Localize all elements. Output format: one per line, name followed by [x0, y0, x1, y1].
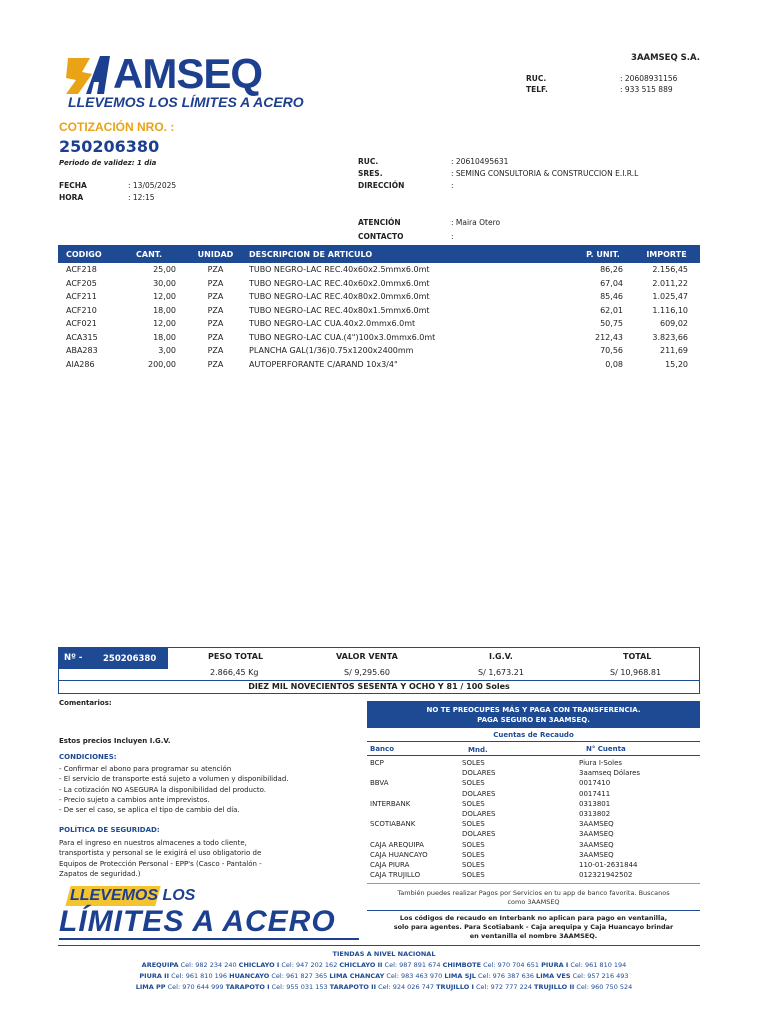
totals-nro-label: Nº -	[64, 653, 83, 663]
bank-h-banco: Banco	[370, 745, 395, 753]
store-phone: Cel: 947 202 162	[279, 961, 340, 969]
cell-importe: 211,69	[660, 346, 688, 356]
cell-codigo: ABA283	[66, 346, 98, 356]
peso-value: 2.866,45 Kg	[210, 668, 259, 677]
condition-item: - Precio sujeto a cambios ante imprevistos.	[59, 795, 210, 804]
bank-h-mnd: Mnd.	[468, 746, 488, 754]
peso-label: PESO TOTAL	[208, 652, 264, 661]
bank-name: CAJA HUANCAYO	[370, 850, 428, 859]
store-city: LIMA SJL	[444, 972, 476, 980]
store-phone: Cel: 987 891 674	[382, 961, 443, 969]
store-phone: Cel: 924 026 747	[376, 983, 437, 991]
bank-row	[367, 820, 700, 830]
bank-row	[367, 841, 700, 851]
cell-importe: 609,02	[660, 319, 688, 329]
security-line: transportista y personal se le exigirá el uso obligatorio de	[59, 849, 262, 858]
cell-punit: 212,43	[595, 332, 623, 342]
bank-row	[367, 851, 700, 861]
bank-currency: DOLARES	[462, 830, 496, 839]
bank-title: Cuentas de Recaudo	[493, 731, 574, 739]
cell-codigo: ACF205	[66, 278, 97, 288]
bank-note5: en ventanilla el nombre 3AAMSEQ.	[469, 932, 598, 940]
bank-note4: solo para agentes. Para Scotiabank - Caja arequipa y Caja Huancayo brindar	[393, 923, 674, 931]
bank-rows	[367, 759, 700, 881]
bank-name: CAJA TRUJILLO	[370, 871, 421, 880]
client-contacto-label: CONTACTO	[358, 232, 404, 241]
cell-cant: 12,00	[153, 319, 176, 329]
footer-stores-line3	[0, 982, 768, 993]
client-dir-label: DIRECCIÓN	[358, 181, 405, 190]
cell-importe: 3.823,66	[652, 332, 688, 342]
bank-name: BCP	[370, 759, 384, 767]
bank-note3: Los códigos de recaudo en Interbank no aplican para pago en ventanilla,	[399, 914, 668, 922]
bank-title-line	[367, 741, 700, 742]
brand-slogan: LLEVEMOS LOS LÍMITES A ACERO	[68, 94, 304, 110]
company-name: 3AAMSEQ S.A.	[631, 53, 700, 63]
bank-note1: También puedes realizar Pagos por Servicios en tu app de banco favorita. Buscanos	[397, 889, 670, 897]
comentarios-label: Comentarios:	[59, 699, 112, 707]
bank-account: 3AAMSEQ	[579, 820, 614, 829]
promo-line1: LLEVEMOS LOS	[70, 887, 196, 904]
cell-codigo: ACF210	[66, 305, 97, 315]
col-cant: CANT.	[128, 245, 188, 263]
bank-row	[367, 810, 700, 820]
col-descripcion: DESCRIPCION DE ARTICULO	[243, 245, 573, 263]
store-city: CHICLAYO I	[238, 961, 280, 969]
cell-cant: 12,00	[153, 292, 176, 302]
bank-name: BBVA	[370, 779, 389, 788]
col-punit: P. UNIT.	[573, 245, 633, 263]
store-city: LIMA CHANCAY	[329, 972, 385, 980]
company-telf-label: TELF.	[526, 85, 548, 94]
cell-unidad: PZA	[207, 319, 224, 329]
cell-descripcion: PLANCHA GAL(1/36)0.75x1200x2400mm	[249, 346, 414, 356]
client-atencion-label: ATENCIÓN	[358, 218, 401, 227]
table-row	[58, 277, 700, 291]
store-city: CHICLAYO II	[339, 961, 383, 969]
store-city: AREQUIPA	[141, 961, 179, 969]
items-table	[58, 245, 700, 371]
items-header-row	[58, 245, 700, 263]
cell-cant: 25,00	[153, 265, 176, 275]
client-ruc-label: RUC.	[358, 157, 379, 166]
store-phone: Cel: 955 031 153	[269, 983, 330, 991]
conditions-list	[59, 764, 289, 815]
bank-row	[367, 800, 700, 810]
cell-descripcion: TUBO NEGRO-LAC CUA.(4")100x3.0mmx6.0mt	[249, 332, 436, 342]
cell-unidad: PZA	[207, 292, 224, 302]
bank-account: 3AAMSEQ	[579, 850, 614, 859]
condition-item: - El servicio de transporte está sujeto a volumen y disponibilidad.	[59, 775, 289, 784]
bank-h-cuenta: N° Cuenta	[586, 745, 626, 753]
cell-punit: 0,08	[605, 359, 623, 369]
footer-stores-line1	[0, 960, 768, 971]
cell-punit: 67,04	[600, 278, 623, 288]
bank-account: 0017410	[579, 779, 611, 788]
cell-unidad: PZA	[207, 346, 224, 356]
store-city: LIMA PP	[135, 983, 166, 991]
cell-unidad: PZA	[207, 278, 224, 288]
store-city: LIMA VES	[536, 972, 571, 980]
bank-account: Piura I-Soles	[579, 759, 623, 767]
bank-account: 0313801	[579, 799, 611, 808]
bank-account: 012321942502	[579, 871, 633, 880]
store-phone: Cel: 976 387 636	[475, 972, 537, 980]
totals-number-box	[58, 647, 168, 669]
client-sres-label: SRES.	[358, 169, 383, 178]
bank-row	[367, 830, 700, 840]
brand-logo-text: AMSEQ	[113, 50, 263, 97]
transfer-banner	[367, 701, 700, 728]
store-city: PIURA I	[541, 961, 569, 969]
bank-name: CAJA AREQUIPA	[370, 840, 424, 849]
cell-cant: 30,00	[153, 278, 176, 288]
cell-codigo: ACF211	[66, 292, 97, 302]
total-in-words: DIEZ MIL NOVECIENTOS SESENTA Y OCHO Y 81 / 100 Soles	[248, 682, 510, 691]
cell-descripcion: TUBO NEGRO-LAC REC.40x60x2.0mmx6.0mt	[249, 278, 430, 288]
store-phone: Cel: 972 777 224	[473, 983, 535, 991]
cell-cant: 3,00	[158, 346, 176, 356]
igv-value: S/ 1,673.21	[478, 668, 524, 677]
condition-item: - De ser el caso, se aplica el tipo de cambio del día.	[59, 806, 240, 815]
bank-note-line	[367, 910, 700, 911]
bank-currency: DOLARES	[462, 809, 496, 818]
cell-importe: 1.025,47	[652, 292, 688, 302]
cell-cant: 18,00	[153, 332, 176, 342]
bank-name: SCOTIABANK	[370, 820, 416, 829]
bank-currency: SOLES	[462, 860, 485, 869]
security-line: Equipos de Protección Personal - EPP's (Casco - Pantalón -	[59, 859, 262, 868]
security-line: Para el ingreso en nuestros almacenes a todo cliente,	[59, 839, 247, 847]
bank-header-line	[367, 755, 700, 756]
cell-importe: 2.156,45	[652, 265, 688, 275]
cell-punit: 70,56	[600, 346, 623, 356]
venta-value: S/ 9,295.60	[344, 668, 390, 677]
conditions-title: CONDICIONES:	[59, 753, 117, 761]
fecha-value: : 13/05/2025	[128, 181, 177, 190]
security-line: Zapatos de seguridad.)	[59, 869, 141, 878]
cell-descripcion: TUBO NEGRO-LAC REC.40x80x1.5mmx6.0mt	[249, 305, 430, 315]
totals-nro: 250206380	[103, 654, 157, 664]
client-sres: : SEMING CONSULTORIA & CONSTRUCCION E.I.R.L	[451, 169, 639, 178]
bank-currency: SOLES	[462, 759, 485, 767]
condition-item: - La cotización NO ASEGURA la disponibilidad del producto.	[59, 785, 266, 794]
transfer-banner-line2: PAGA SEGURO EN 3AAMSEQ.	[477, 716, 590, 724]
client-ruc: : 20610495631	[451, 157, 509, 166]
client-atencion: : Maira Otero	[451, 218, 501, 227]
bank-account: 0017411	[579, 789, 611, 798]
table-row	[58, 331, 700, 345]
store-phone: Cel: 970 704 651	[481, 961, 542, 969]
cell-codigo: ACA315	[66, 332, 98, 342]
security-title: POLÍTICA DE SEGURIDAD:	[59, 826, 160, 834]
company-telf: : 933 515 889	[620, 85, 673, 94]
total-label: TOTAL	[623, 652, 652, 661]
bank-row	[367, 769, 700, 779]
bank-account: 0313802	[579, 809, 611, 818]
footer-stores-line2	[0, 971, 768, 982]
bank-note2: como 3AAMSEQ	[507, 898, 560, 906]
fecha-label: FECHA	[59, 181, 87, 190]
bank-currency: SOLES	[462, 850, 485, 859]
store-phone: Cel: 961 827 365	[269, 972, 330, 980]
bank-currency: SOLES	[462, 871, 485, 880]
bank-row	[367, 871, 700, 881]
cell-descripcion: AUTOPERFORANTE C/ARAND 10x3/4"	[249, 359, 398, 369]
bank-account: 3aamseq Dólares	[579, 769, 641, 778]
bank-currency: DOLARES	[462, 769, 496, 778]
cell-importe: 2.011,22	[652, 278, 688, 288]
cell-importe: 1.116,10	[652, 305, 688, 315]
quote-number: 250206380	[59, 137, 160, 156]
bank-currency: SOLES	[462, 820, 485, 829]
store-city: HUANCAYO	[229, 972, 270, 980]
totals-divider	[58, 680, 700, 681]
bank-currency: SOLES	[462, 779, 485, 788]
client-contacto: :	[451, 232, 454, 241]
bank-row	[367, 861, 700, 871]
table-row	[58, 304, 700, 318]
store-phone: Cel: 982 234 240	[178, 961, 239, 969]
cell-unidad: PZA	[207, 359, 224, 369]
bank-name: CAJA PIURA	[370, 860, 410, 869]
cell-unidad: PZA	[207, 332, 224, 342]
cell-descripcion: TUBO NEGRO-LAC REC.40x80x2.0mmx6.0mt	[249, 292, 430, 302]
igv-note: Estos precios Incluyen I.G.V.	[59, 737, 171, 745]
igv-label: I.G.V.	[489, 652, 513, 661]
bank-currency: SOLES	[462, 840, 485, 849]
cell-codigo: AIA286	[66, 359, 95, 369]
bank-currency: SOLES	[462, 799, 485, 808]
cell-cant: 18,00	[153, 305, 176, 315]
transfer-banner-line1: NO TE PREOCUPES MÁS Y PAGA CON TRANSFERENCIA.	[426, 706, 641, 714]
brand-logo-mark	[64, 52, 114, 96]
store-phone: Cel: 961 810 194	[568, 961, 627, 969]
cell-descripcion: TUBO NEGRO-LAC REC.40x60x2.5mmx6.0mt	[249, 265, 430, 275]
bank-row	[367, 759, 700, 769]
bank-currency: DOLARES	[462, 789, 496, 798]
cell-punit: 50,75	[600, 319, 623, 329]
table-row	[58, 263, 700, 277]
cell-unidad: PZA	[207, 305, 224, 315]
table-row	[58, 358, 700, 372]
company-ruc-label: RUC.	[526, 74, 547, 83]
col-codigo: CODIGO	[58, 245, 128, 263]
security-list	[59, 838, 262, 879]
bank-account: 3AAMSEQ	[579, 840, 614, 849]
hora-label: HORA	[59, 193, 84, 202]
cell-unidad: PZA	[207, 265, 224, 275]
store-city: TARAPOTO II	[329, 983, 377, 991]
col-unidad: UNIDAD	[188, 245, 243, 263]
promo-underline	[59, 938, 359, 940]
cell-punit: 85,46	[600, 292, 623, 302]
bank-note-codes	[367, 914, 700, 941]
total-value: S/ 10,968.81	[610, 668, 662, 677]
bank-account: 3AAMSEQ	[579, 830, 614, 839]
company-ruc: : 20608931156	[620, 74, 678, 83]
store-phone: Cel: 960 750 524	[574, 983, 633, 991]
footer-title: TIENDAS A NIVEL NACIONAL	[332, 950, 436, 958]
cell-codigo: ACF021	[66, 319, 97, 329]
store-city: CHIMBOTE	[442, 961, 482, 969]
table-row	[58, 290, 700, 304]
store-city: TRUJILLO II	[534, 983, 575, 991]
client-dir: :	[451, 181, 454, 190]
store-phone: Cel: 957 216 493	[570, 972, 629, 980]
cell-punit: 86,26	[600, 265, 623, 275]
store-phone: Cel: 983 463 970	[384, 972, 445, 980]
cell-cant: 200,00	[148, 359, 176, 369]
bank-name: INTERBANK	[370, 799, 411, 808]
table-row	[58, 317, 700, 331]
store-city: TARAPOTO I	[225, 983, 270, 991]
condition-item: - Confirmar el abono para programar su atención	[59, 765, 232, 773]
quote-title: COTIZACIÓN NRO. :	[59, 120, 175, 134]
venta-label: VALOR VENTA	[336, 652, 398, 661]
cell-descripcion: TUBO NEGRO-LAC CUA.40x2.0mmx6.0mt	[249, 319, 416, 329]
hora-value: : 12:15	[128, 193, 155, 202]
col-importe: IMPORTE	[633, 245, 700, 263]
store-phone: Cel: 970 644 999	[165, 983, 226, 991]
footer-line	[58, 945, 700, 946]
store-city: TRUJILLO I	[436, 983, 474, 991]
bank-account: 110-01-2631844	[579, 860, 638, 869]
store-city: PIURA II	[139, 972, 170, 980]
table-row	[58, 344, 700, 358]
bank-row	[367, 790, 700, 800]
store-phone: Cel: 961 810 196	[169, 972, 230, 980]
quote-validity: Periodo de validez: 1 dia	[59, 159, 157, 167]
cell-importe: 15,20	[665, 359, 688, 369]
bank-row	[367, 779, 700, 789]
cell-codigo: ACF218	[66, 265, 97, 275]
bank-note-services	[367, 889, 700, 907]
bank-bottom-line	[367, 883, 700, 884]
promo-line2: LÍMITES A ACERO	[59, 905, 336, 938]
cell-punit: 62,01	[600, 305, 623, 315]
